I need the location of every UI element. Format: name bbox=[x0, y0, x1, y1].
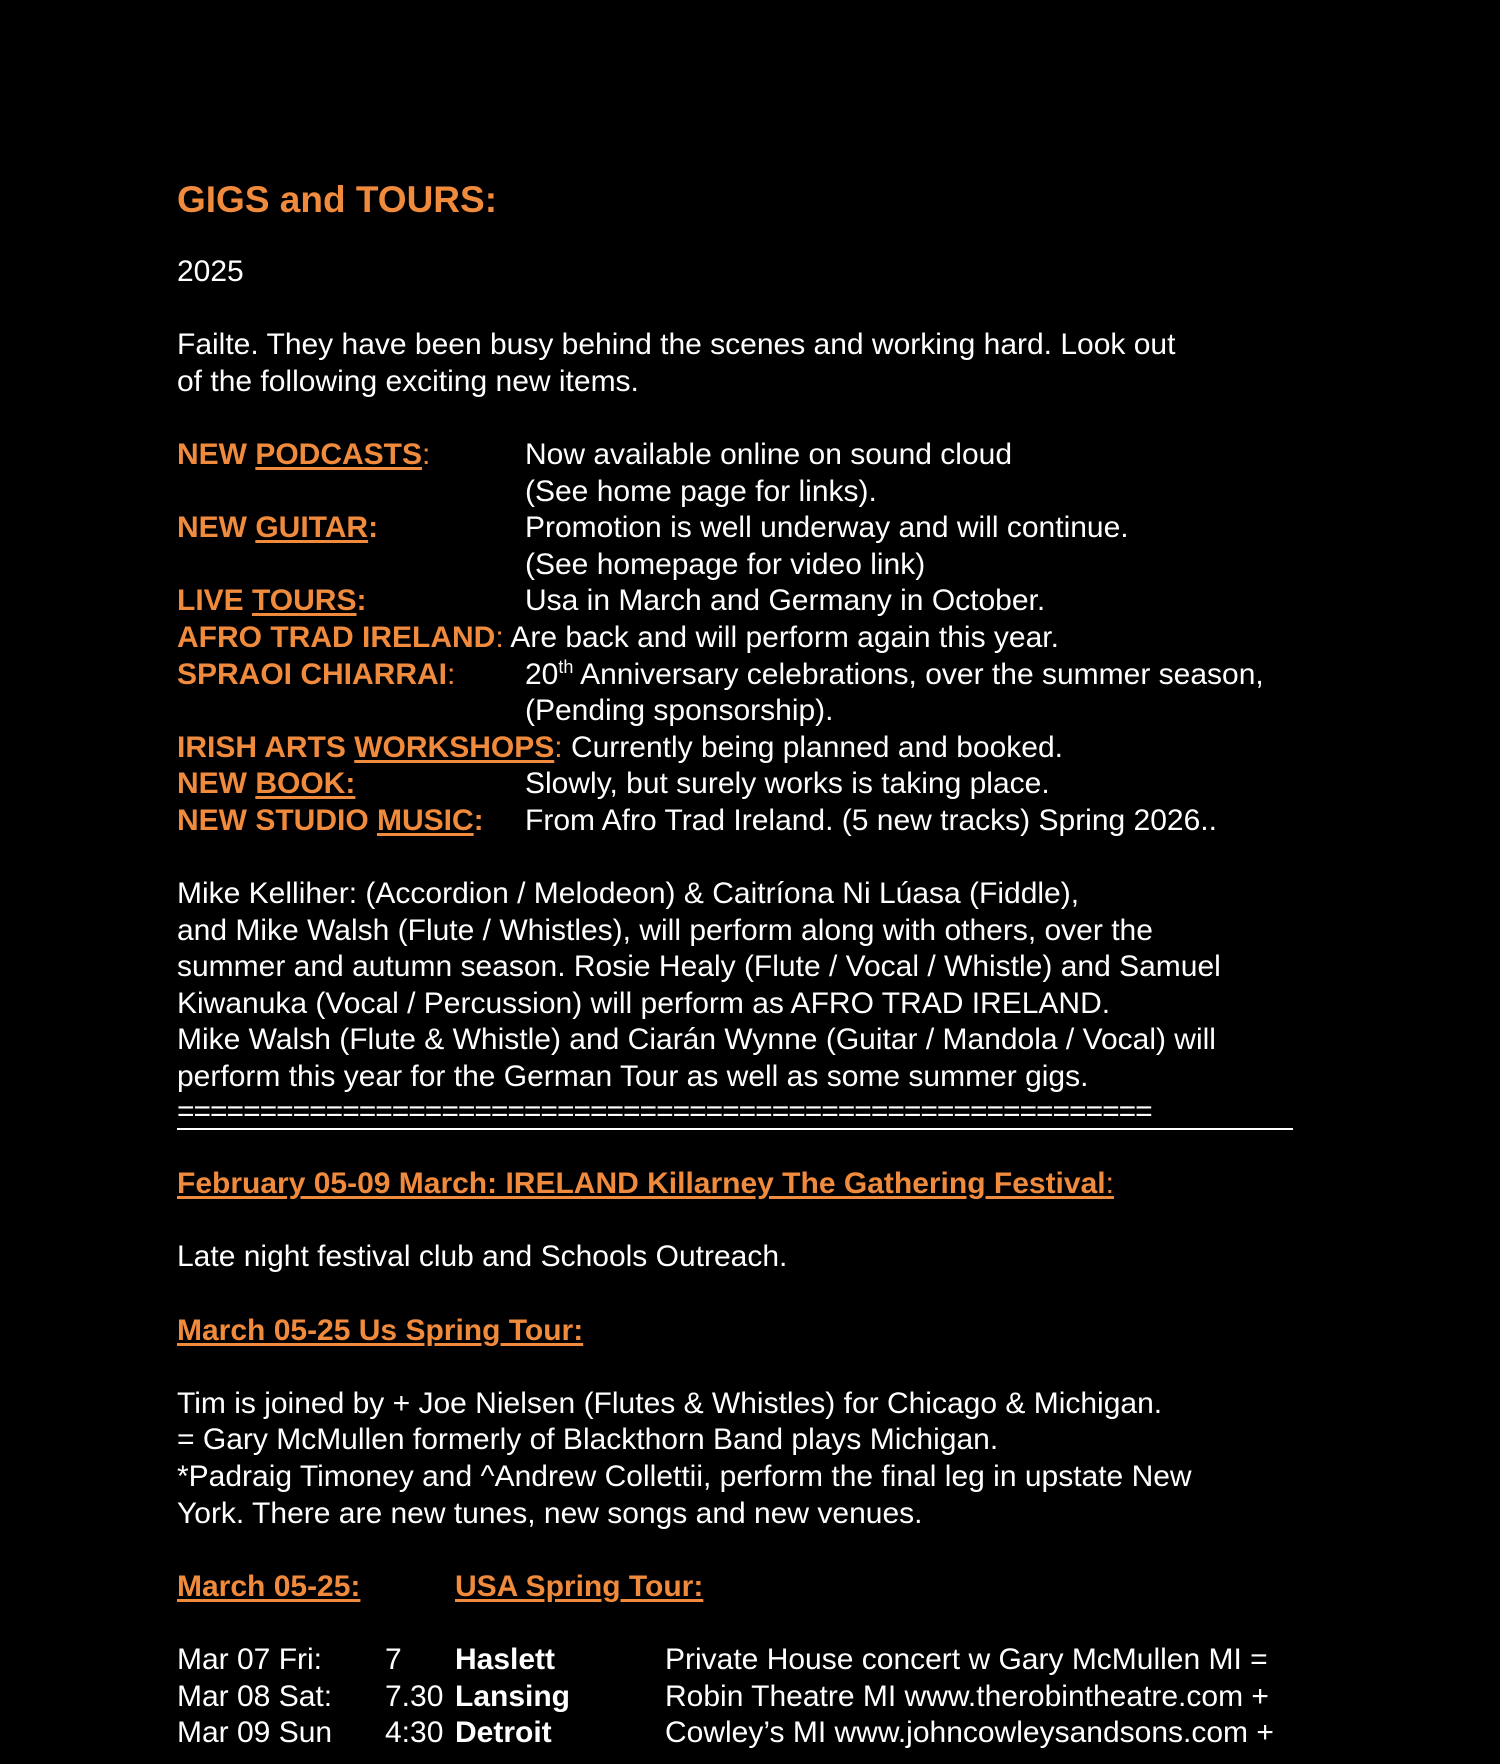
book-link[interactable]: BOOK: bbox=[255, 767, 356, 801]
page-title: GIGS and TOURS: bbox=[177, 179, 498, 220]
news-row-afro-trad: AFRO TRAD IRELAND: Are back and will perform again this year. bbox=[177, 620, 1059, 654]
workshops-link[interactable]: WORKSHOPS bbox=[354, 730, 555, 764]
news-row-tours: LIVE TOURS: Usa in March and Germany in October. bbox=[177, 584, 1046, 618]
section-text-killarney: Late night festival club and Schools Outreach. bbox=[177, 1240, 788, 1274]
year-label: 2025 bbox=[177, 255, 244, 288]
section-heading-us-spring[interactable]: March 05-25 Us Spring Tour: bbox=[177, 1313, 584, 1347]
news-text: Now available online on sound cloud bbox=[525, 437, 1013, 471]
section-heading-usa-tour[interactable]: March 05-25: USA Spring Tour: bbox=[177, 1569, 704, 1603]
section-text-us-spring: Tim is joined by + Joe Nielsen (Flutes & Whistles) for Chicago & Michigan. = Gary McMullen formerly of Blackthorn Band plays Michigan. *Padraig Timoney and ^Andrew Collettii, perform the final leg in upstate New York. There are new tunes, new songs and new venues. bbox=[177, 1386, 1192, 1530]
news-label: NEW PODCASTS: bbox=[177, 437, 431, 471]
news-row-workshops: IRISH ARTS WORKSHOPS: Currently being planned and booked. bbox=[177, 730, 1063, 764]
tour-row: Mar 08 Sat: 7.30 Lansing Robin Theatre MI www.therobintheatre.com + bbox=[177, 1679, 1269, 1713]
tour-table bbox=[177, 1642, 1337, 1752]
news-row-podcasts bbox=[177, 437, 1337, 474]
intro-text: Failte. They have been busy behind the scenes and working hard. Look out of the following exciting new items. bbox=[177, 328, 1176, 398]
members-paragraph: Mike Kelliher: (Accordion / Melodeon) & Caitríona Ni Lúasa (Fiddle), and Mike Walsh (Flute / Whistles), will perform along with others, over the summer and autumn season. Rosie Healy (Flute / Vocal / Whistle) and Samuel Kiwanuka (Vocal / Percussion) will perform as AFRO TRAD IRELAND. Mike Walsh (Flute & Whistle) and Ciarán Wynne (Guitar / Mandola / Vocal) will perform this year for the German Tour as well as some summer gigs. bbox=[177, 877, 1221, 1094]
news-row-continuation: (See homepage for video link) bbox=[525, 547, 926, 581]
tour-row: Mar 09 Sun 4:30 Detroit Cowley’s MI www.johncowleysandsons.com + bbox=[177, 1716, 1274, 1750]
divider: =========================================================== bbox=[177, 1096, 1293, 1130]
news-row-music: NEW STUDIO MUSIC: From Afro Trad Ireland. (5 new tracks) Spring 2026.. bbox=[177, 803, 1217, 837]
tours-link[interactable]: TOURS bbox=[252, 584, 357, 618]
guitar-link[interactable]: GUITAR bbox=[255, 511, 369, 545]
news-row-continuation: (See home page for links). bbox=[525, 474, 877, 508]
news-row-spraoi: SPRAOI CHIARRAI: 20th Anniversary celebrations, over the summer season, bbox=[177, 656, 1264, 691]
document-body bbox=[177, 178, 1337, 1752]
tour-row: Mar 07 Fri: 7 Haslett Private House concert w Gary McMullen MI = bbox=[177, 1642, 1268, 1676]
podcasts-link[interactable]: PODCASTS bbox=[255, 437, 423, 471]
news-row-book: NEW BOOK: Slowly, but surely works is taking place. bbox=[177, 767, 1050, 801]
section-heading-killarney[interactable]: February 05-09 March: IRELAND Killarney The Gathering Festival: bbox=[177, 1167, 1114, 1201]
news-row-guitar: NEW GUITAR: Promotion is well underway and will continue. bbox=[177, 511, 1129, 545]
music-link[interactable]: MUSIC bbox=[377, 803, 474, 837]
news-row-continuation: (Pending sponsorship). bbox=[525, 694, 834, 728]
